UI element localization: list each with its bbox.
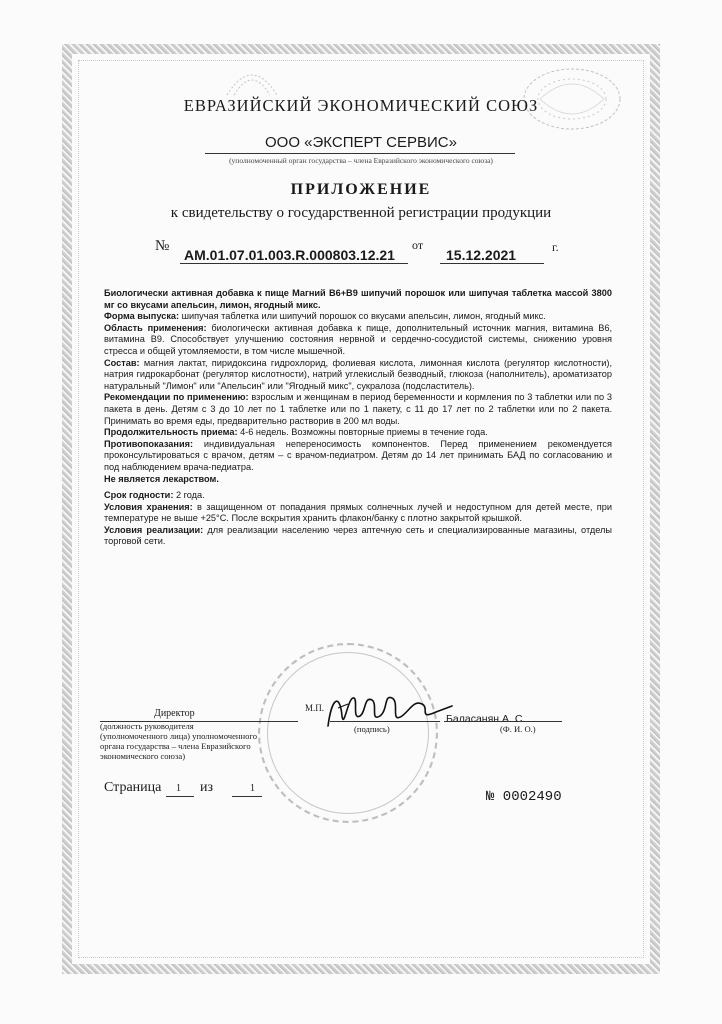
role-caption-line: экономического союза) [100, 751, 186, 761]
composition-label: Состав: [104, 357, 140, 368]
number-underline [180, 263, 408, 264]
shelf-label: Срок годности: [104, 490, 174, 501]
storage-text: в защищенном от попадания прямых солнечных лучей и недоступном для детей месте, при температуре не выше +25°С. После вскрытия хранить флакон/банку с плотно закрытой крышкой. [104, 501, 613, 524]
sale-label: Условия реализации: [104, 524, 204, 535]
not-medicine-note: Не является лекарством. [104, 473, 219, 484]
contra-text: индивидуальная непереносимость компонентов. Перед применением рекомендуется проконсультироваться с врачом, детям – с врачом-педиатром. Детям до 14 лет принимать БАД по согласованию и под наблюдением врача-педиатра. [104, 438, 612, 472]
registration-date: 15.12.2021 [446, 247, 517, 263]
document-subtitle: к свидетельству о государственной регистрации продукции [170, 205, 552, 221]
signature-caption: (подпись) [354, 724, 390, 734]
stamp-place-label: М.П. [305, 703, 325, 713]
page-total: 1 [250, 783, 255, 794]
recommend-text: взрослым и женщинам в период беременности и кормления по 3 таблетки или по 3 пакета в день. Детям с 3 до 10 лет по 1 таблетке или по 1 пакету, с 11 до 17 лет по 2 таблетки или по 2 пакета. Принимать во время еды, предварительно растворив в 200 мл воды. [104, 392, 612, 426]
year-suffix: г. [552, 240, 559, 254]
name-underline [444, 721, 562, 722]
union-title: ЕВРАЗИЙСКИЙ ЭКОНОМИЧЕСКИЙ СОЮЗ [183, 96, 539, 115]
scope-text: биологически активная добавка к пище, дополнительный источник магния, витамина В6, витамина В9. Способствует улучшению состояния нервной и сердечно-сосудистой системы, снижению уровня стресса и общей утомляемости, в том числе мышечной. [104, 322, 613, 356]
director-name: Баласанян А. С. [446, 713, 526, 725]
registration-number: AM.01.07.01.003.R.000803.12.21 [184, 247, 395, 263]
document-title: ПРИЛОЖЕНИЕ [290, 181, 432, 198]
role-caption-line: (уполномоченного лица) уполномоченного [100, 731, 258, 741]
product-name: Биологически активная добавка к пище Магний В6+В9 шипучий порошок или шипучая таблетка массой 3800 мг со вкусами апельсин, лимон, ягодный микс. [104, 288, 612, 310]
of-label: из [200, 780, 214, 795]
form-label: Форма выпуска: [104, 311, 180, 322]
duration-text: 4-6 недель. Возможны повторные приемы в течение года. [237, 427, 488, 438]
organization-underline [205, 153, 515, 154]
page-label: Страница [104, 780, 162, 795]
role-caption-line: (должность руководителя [100, 721, 194, 731]
page-total-underline [232, 796, 262, 797]
name-caption: (Ф. И. О.) [500, 724, 536, 734]
serial-number: № 0002490 [486, 789, 562, 805]
page-number: 1 [176, 783, 181, 794]
scope-label: Область применения: [104, 322, 207, 333]
sale-text: для реализации населению через аптечную сеть и специализированные магазины, отделы торговой сети. [104, 524, 612, 547]
recommend-label: Рекомендации по применению: [104, 392, 249, 403]
product-description [104, 288, 612, 548]
storage-label: Условия хранения: [104, 501, 193, 512]
organization-name: ООО «ЭКСПЕРТ СЕРВИС» [265, 134, 457, 151]
duration-label: Продолжительность приема: [104, 427, 238, 438]
form-text: шипучая таблетка или шипучий порошок со вкусами апельсин, лимон, ягодный микс. [179, 311, 546, 322]
director-role: Директор [154, 708, 195, 719]
composition-text: магния лактат, пиридоксина гидрохлорид, фолиевая кислота, лимонная кислота (регулятор кислотности), натрия гидрокарбонат (регулятор кислотности), натрий углекислый безводный, глюкоза (наполнитель), ароматизатор натуральный "Лимон" или "Апельсин" или "Ягодный микс", сукралоза (подсластитель). [104, 357, 612, 391]
organization-caption: (уполномоченный орган государства – члена Евразийского экономического союза) [229, 156, 493, 165]
role-caption-line: органа государства – члена Евразийского [100, 741, 251, 751]
from-label: от [412, 238, 424, 252]
contra-label: Противопоказания: [104, 438, 194, 449]
page-number-underline [166, 796, 194, 797]
role-caption [100, 721, 257, 761]
date-underline [440, 263, 544, 264]
number-sign: № [155, 238, 170, 254]
shelf-text: 2 года. [173, 490, 205, 501]
